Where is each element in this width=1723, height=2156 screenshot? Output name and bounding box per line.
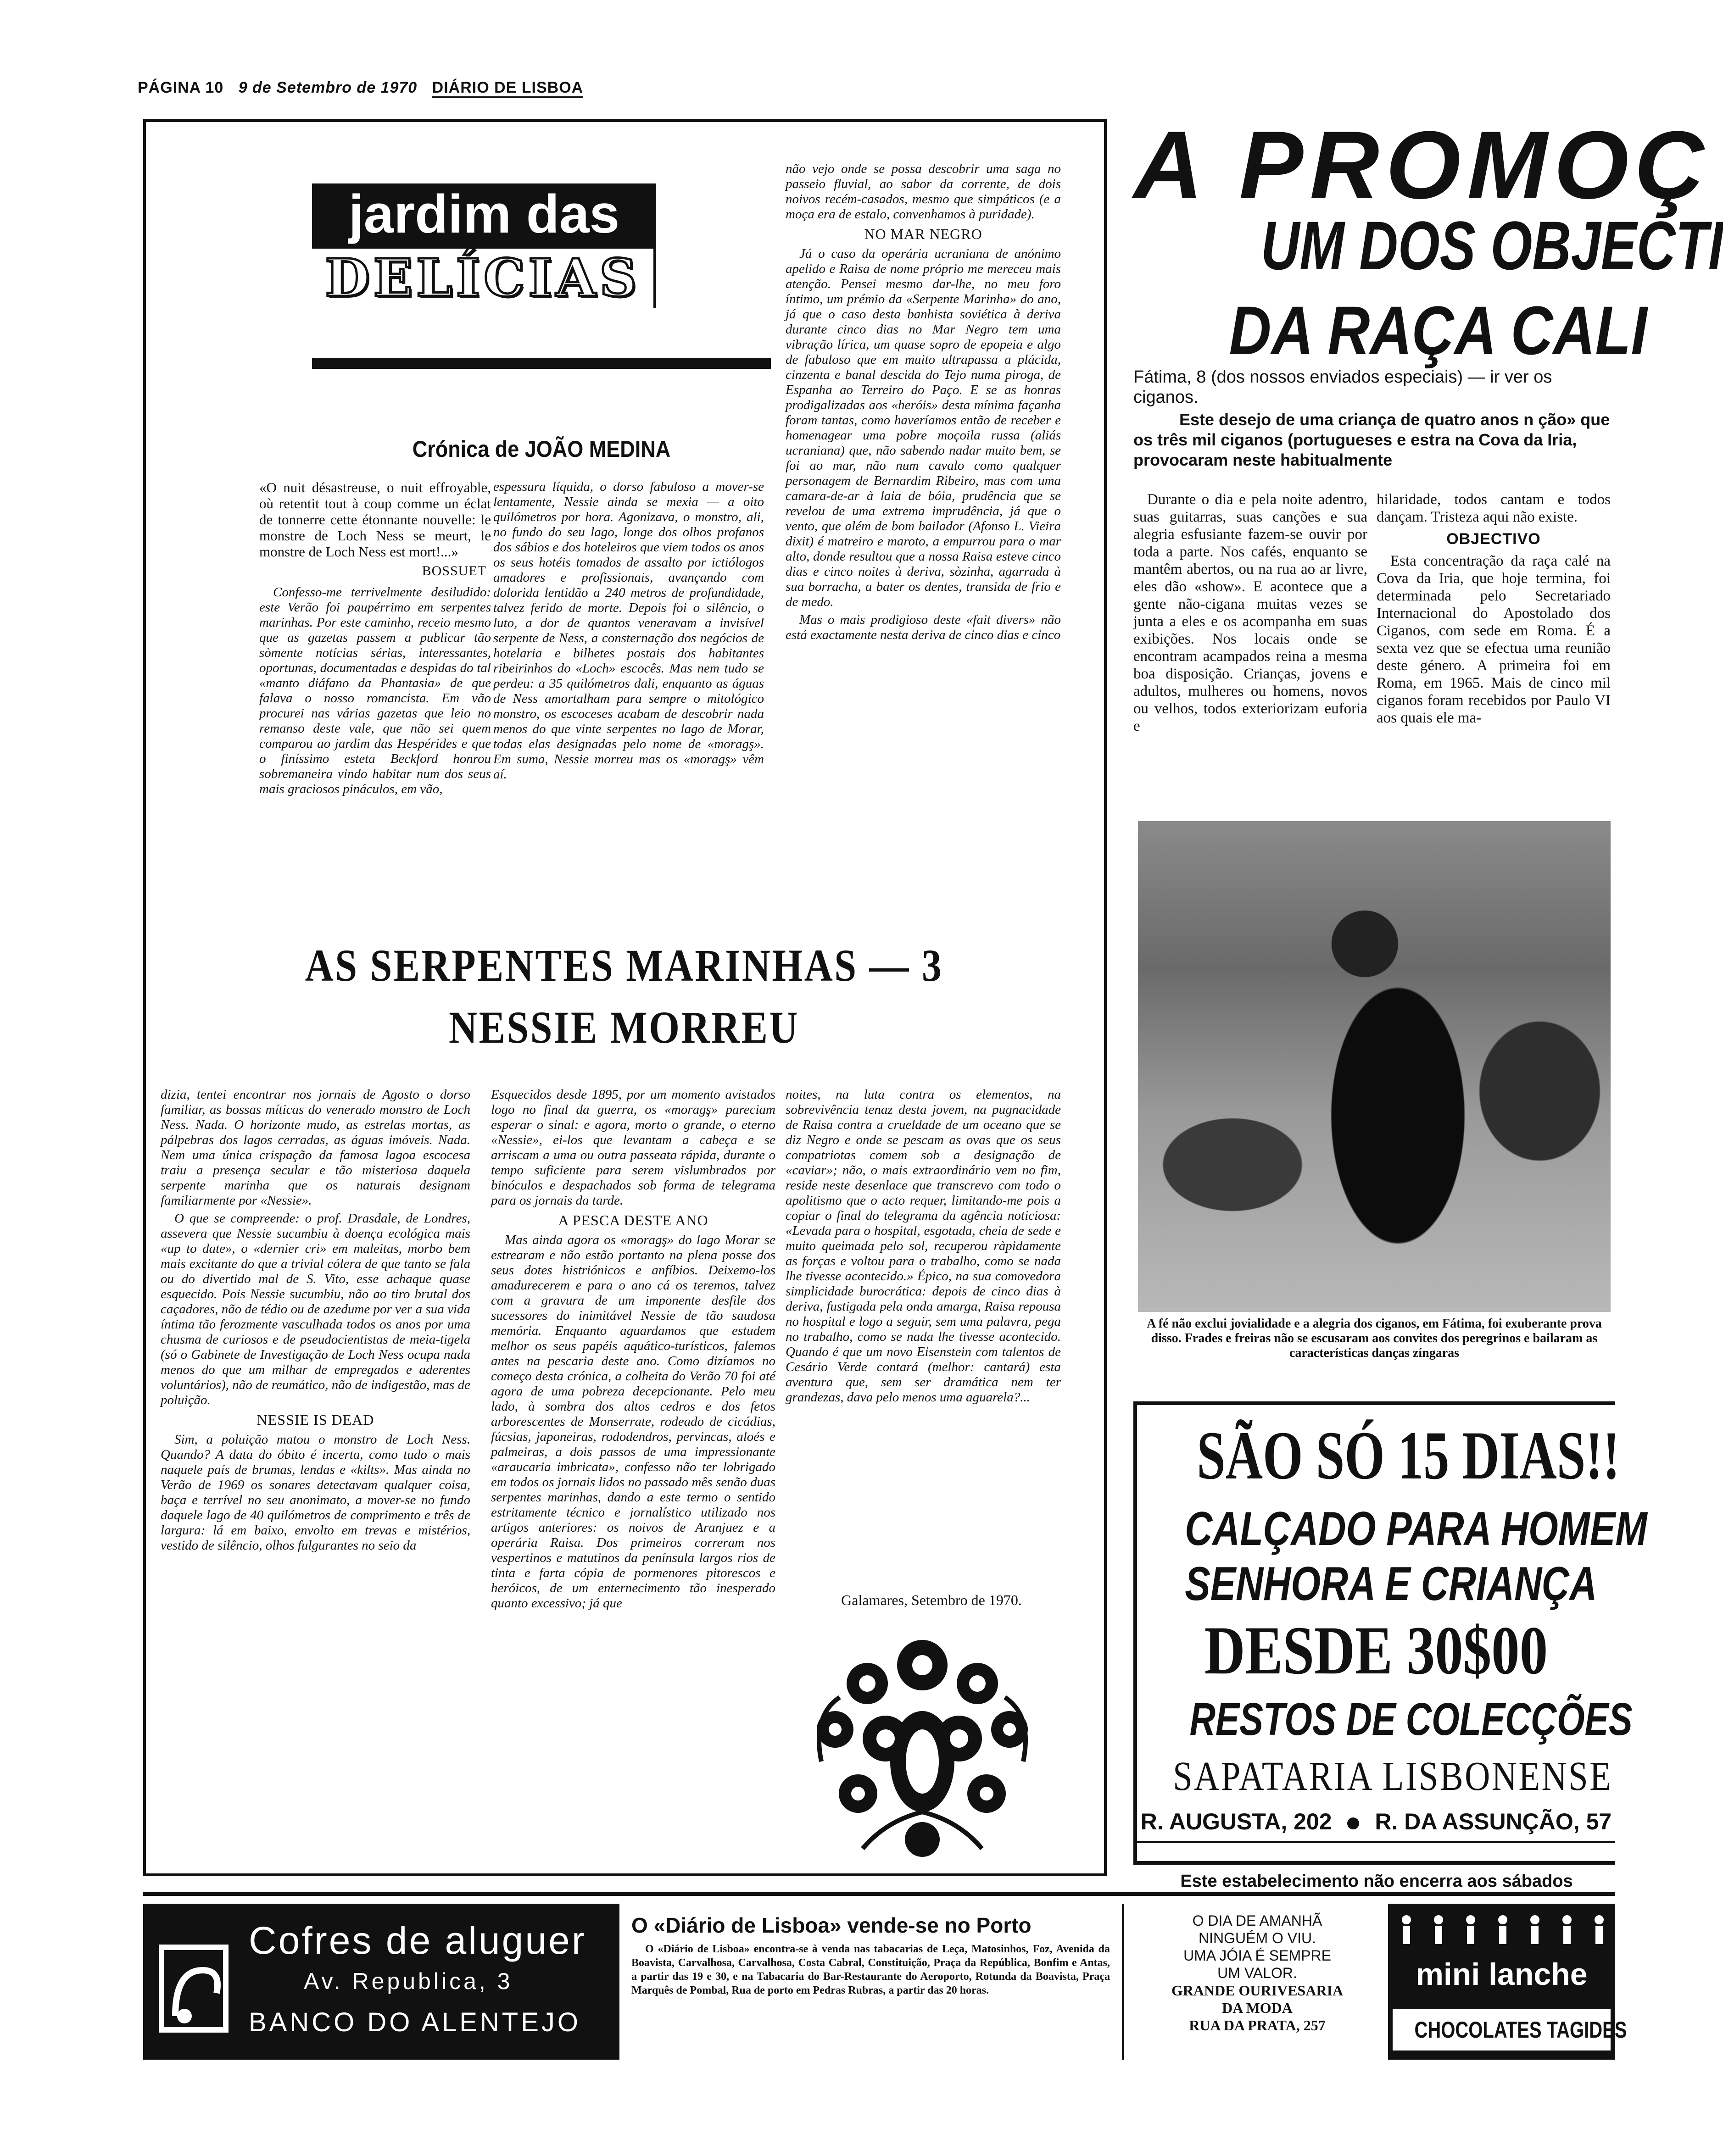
article-paragraph: Já o caso da operária ucraniana de anónimo apelido e Raisa de nome próprio me mereceu mais atenção. Pensei mesmo dar-lhe, no meu foro íntimo, um prémio da «Serpente Marinha» do ano, já que o caso desta banhista soviética à deriva durante cinco dias no Mar Negro tem uma vibração lírica, um quase sopro de epopeia e algo de fabuloso que em muito ultrapassa a plácida, cinzenta e banal descida do Tejo numa piroga, de Espanha ao Terreiro do Paço. E se as honras prodigalizadas aos «heróis» desta mínima façanha foram tantas, como haveríamos então de receber e homenagear uma pobre moçoila russa (aliás ucraniana) que, não sabendo nadar muito bem, se foi ao mar, não num cavalo como qualquer personagem de Bernardim Ribeiro, mas com uma camara-de-ar à laia de bóia, prudência que se revelou de uma extrema imprudência, já que o vento, que além de bom bailador (Afonso L. Vieira dixit) é matreiro e maroto, a empurrou para o mar alto, donde resultou que a nossa Raisa esteve cinco dias e cinco noites à deriva, sòzinha, agarrada à sua borracha, a bater os dentes, transida de frio e de medo. — [786, 246, 1061, 609]
page-number: PÁGINA 10 — [138, 79, 224, 96]
logo-top: jardim das — [312, 183, 656, 249]
jewel-line-1: O DIA DE AMANHÃ — [1192, 1912, 1322, 1929]
right-col-a — [1133, 491, 1367, 817]
ad-address-1: R. AUGUSTA, 202 — [1140, 1809, 1332, 1834]
logo-bottom: DELÍCIAS — [312, 249, 656, 308]
right-headline-2: UM DOS OBJECTI — [1260, 207, 1723, 284]
ad-line-8: Este estabelecimento não encerra aos sábados — [1180, 1872, 1573, 1891]
article-col-3 — [786, 161, 1061, 918]
jewel-line-2: NINGUÉM O VIU. — [1198, 1930, 1316, 1946]
jewel-line-7: RUA DA PRATA, 257 — [1189, 2017, 1326, 2034]
jewel-line-5: GRANDE OURIVESARIA — [1171, 1982, 1344, 1999]
right-headline-3: DA RAÇA CALI — [1229, 292, 1647, 369]
page-header — [138, 79, 642, 99]
newspaper-name: DIÁRIO DE LISBOA — [432, 79, 584, 98]
article-paragraph: Confesso-me terrivelmente desiludido: este Verão foi paupérrimo em serpentes marinhas. Por este caminho, receio mesmo que as gazetas passem a publicar tão sòmente notícias sérias, interessantes, oportunas, documentadas e despidas do tal «manto diáfano da Phantasia» de que falava o nosso romancista. Em vão procurei nas várias gazetas que leio no remanso deste vale, que não sei quem comparou ao jardim das Hespérides e que o finíssimo esteta Beckford honrou sobremaneira vindo habitar num dos seus mais graciosos pináculos, em vão, — [259, 585, 491, 796]
article-headline-1: AS SERPENTES MARINHAS — 3 — [305, 940, 943, 991]
right-lead: Este desejo de uma criança de quatro anos n ção» que os três mil ciganos (portugueses e estra na Cova da Iria, provocaram neste habitualmente — [1133, 410, 1610, 469]
snack-line-1: mini lanche — [1416, 1957, 1588, 1992]
right-headline-1: A PROMOÇ — [1133, 111, 1712, 219]
article-paragraph: Mas o mais prodigioso deste «fait divers» não está exactamente nesta deriva de cinco dias e cinco — [786, 612, 1061, 642]
article-paragraph: Esquecidos desde 1895, por um momento avistados logo no final da guerra, os «moragş» pareciam esperar o sinal: e agora, morto o grande, o eterno «Nessie», ei-los que levantam a cabeça e se arriscam a uma ou outra passeata rápida, durante o tempo suficiente para serem vislumbrados por binóculos e despachados sob forma de telegrama para os jornais da tarde. — [491, 1087, 775, 1208]
ad-line-4: DESDE 30$00 — [1204, 1612, 1548, 1689]
bank-line-3: BANCO DO ALENTEJO — [249, 2007, 581, 2037]
ad-line-1: SÃO SÓ 15 DIAS!! — [1197, 1417, 1620, 1494]
ad-line-2: CALÇADO PARA HOMEM — [1185, 1502, 1647, 1556]
subhead-objectivo: OBJECTIVO — [1446, 530, 1541, 548]
article-paragraph: O que se compreende: o prof. Drasdale, de Londres, assevera que Nessie sucumbiu à doença ecológica mais «up to date», o «dernier cri» em maleitas, morbo bem mais excitante do que a trivial cólera de que tanto se fala ou do divertido mal de S. Vito, esse achaque quase esquecido. Pois Nessie sucumbiu, não ao tiro brutal dos caçadores, não de tédio ou de azedume por ver a sua vida íntima tão ferozmente vasculhada todos os anos por uma chusma de curiosos e de pseudocientistas de meia-tigela (só o Gabinete de Investigação de Loch Ness ocupa nada menos do que um milhar de empregados e aderentes voluntários), não de reumático, não de indigestão, mas de poluição. — [161, 1211, 470, 1407]
ad-line-5: RESTOS DE COLECÇÕES — [1189, 1694, 1633, 1745]
gypsies-dancing-photo — [1138, 821, 1611, 1312]
article-paragraph: dizia, tentei encontrar nos jornais de Agosto o dorso familiar, as bossas míticas do venerado monstro de Loch Ness. Nada. O horizonte mudo, as estrelas mortas, as pálpebras dos lagos cerradas, as águas imóveis. Nada. Nem uma única crispação da famosa lagoa escocesa traiu a presença secular e tão misteriosa daquela serpente marinha que os naturais designam familiarmente por «Nessie». — [161, 1087, 470, 1208]
jewel-line-3: UMA JÓIA É SEMPRE — [1183, 1947, 1331, 1964]
jewellery-ad — [1138, 1908, 1377, 2055]
article-paragraph: espessura líquida, o dorso fabuloso a mover-se lentamente, Nessie ainda se mexia — a oito quilómetros por hora. Agonizava, o monstro, ali, no fundo do seu lago, longe dos olhos profanos dos sábios e dos hoteleiros que viem todos os anos os seus hotéis tomados de assalto por ictiólogos amadores e profissionais, avançando com dolorida lentidão a 240 metros de profundidade, talvez ferido de morte. Depois foi o silêncio, o luto, a dor de quantos veneravam a invisível serpente de Ness, a consternação dos negócios de hotelaria e bilhetes postais dos habitantes ribeirinhos do «Loch» escocês. Mas nem tudo se perdeu: a 35 quilómetros dali, enquanto as águas de Ness amortalham para sempre o mitológico monstro, os escoceses acabam de descobrir nada menos do que vinte serpentes no lago de Morar, todas elas designadas pelo nome de «moragş». Em suma, Nessie morreu mas os «moragş» vêm aí. — [493, 479, 764, 782]
article-paragraph: Sim, a poluição matou o monstro de Loch Ness. Quando? A data do óbito é incerta, como tudo o mais naquele país de brumas, lendas e «kilts». Mas ainda no Verão de 1969 os sonares detectavam qualquer coisa, baça e terrível no seu anonimato, a mover-se no fundo daquele lago de 40 quilómetros de comprimento e três de largura: lá em baixo, envolto em trevas e mistérios, vestido de silêncio, olhos fulgurantes no seio da — [161, 1432, 470, 1553]
bank-line-1: Cofres de aluguer — [249, 1919, 586, 1962]
ad-line-6: SAPATARIA LISBONENSE — [1173, 1754, 1613, 1799]
right-col-b — [1377, 491, 1611, 817]
bank-ad — [143, 1904, 618, 2060]
bullet-icon — [1347, 1817, 1359, 1829]
ad-address-2: R. DA ASSUNÇÃO, 57 — [1375, 1809, 1612, 1834]
column-logo — [312, 183, 656, 321]
logo-rule — [312, 358, 771, 369]
article-paragraph: não vejo onde se possa descobrir uma saga no passeio fluvial, ao sabor da corrente, de dois noivos recém-casados, mesmo que simpáticos (e a moça era de estalo, convenhamos à puridade). — [786, 161, 1061, 222]
ad-line-3: SENHORA E CRIANÇA — [1185, 1557, 1597, 1611]
bank-logo-icon — [157, 1943, 230, 2034]
article-col-4 — [161, 1087, 470, 1867]
figures-pattern-icon — [1393, 1908, 1611, 1954]
photo-caption: A fé não exclui jovialidade e a alegria dos ciganos, em Fátima, foi exuberante prova disso. Frades e freiras não se escusaram aos convites dos peregrinos e bailaram as características danças zíngaras — [1147, 1317, 1602, 1360]
shoe-store-ad — [1133, 1401, 1647, 1865]
epigraph-author: BOSSUET — [422, 563, 486, 578]
snack-line-2: CHOCOLATES TAGIDES — [1414, 2017, 1627, 2043]
subhead-no-mar-negro: NO MAR NEGRO — [864, 226, 982, 242]
right-dateline: Fátima, 8 (dos nossos enviados especiais) — ir ver os ciganos. — [1133, 367, 1552, 407]
jewel-line-4: UM VALOR. — [1217, 1965, 1297, 1981]
porto-title: O «Diário de Lisboa» vende-se no Porto — [631, 1913, 1032, 1937]
floral-ornament-icon — [794, 1624, 1051, 1862]
article-col-6 — [786, 1087, 1061, 1587]
article-paragraph: noites, na luta contra os elementos, na sobrevivência tenaz desta jovem, na pugnacidade de Raisa contra a crueldade de um oceano que se diz Negro e onde se pescam as ovas que os seus compatriotas comem sob a designação de «caviar»; não, o mais extraordinário vem no fim, reside neste desenlace que transcrevo com todo o apolitismo que o acto requer, limitando-me pois a copiar o final do telegrama da agência noticiosa: «Levada para o hospital, esgotada, cheia de sede e muito queimada pelo sol, recuperou ràpidamente as forças e voltou para o trabalho, como se nada lhe tivesse acontecido.» Épico, na sua comovedora simplicidade burocrática: depois de cinco dias à deriva, fustigada pela onda amarga, Raisa repousa no hospital e logo a seguir, sem uma palavra, pega no trabalho, como se nada lhe tivesse acontecido. Quando é que um novo Eisenstein com talentos de Cesário Verde contará (melhor: cantará) esta aventura que, sem ser dramática nem ter grandezas, dava pelo menos uma aguarela?... — [786, 1087, 1061, 1405]
article-paragraph: Esta concentração da raça calé na Cova da Iria, que hoje termina, foi determinada pelo Secretariado Internacional do Apostolado dos Ciganos, com sede em Roma. É a sexta vez que se efectua uma reunião deste género. A primeira foi em Roma, em 1965. Mais de cinco mil ciganos foram recebidos por Paulo VI aos quais ele ma- — [1377, 553, 1611, 726]
article-paragraph: Mas ainda agora os «moragş» do lago Morar se estrearam e não estão portanto na plena posse dos seus dotes histriónicos e anfíbios. Deixemo-los amadurecerem e para o ano cá os teremos, talvez com a gravura de um imponente desfile dos sucessores do inimitável Nessie de tão saudosa memória. Enquanto aguardamos que estudem melhor os seus papéis aquático-turísticos, falemos antes na pescaria deste ano. Como dizíamos no começo desta crónica, a colheita do Verão 70 foi até agora de uma pobreza decepcionante. Pelo meu lado, à sombra dos altos cedros e dos fetos arborescentes de Monserrate, rodeado de cicádias, fúcsias, japoneiras, rododendros, pervincas, aloés e palmeiras, a dois passos de uma impressionante «araucaria imbricata», confesso não ter lobrigado em todos os jornais lidos no passado mês senão duas serpentes marinhas, dando a este termo o sentido estritamente técnico e jornalístico utilizado nos artigos anteriores: os noivos de Aranjuez e a operária Raisa. Dos primeiros correram nos vespertinos e matutinos da península largos rios de tinta e farta cópia de pormenores pitorescos e heróicos, de um enternecimento tão inesperado quanto excessivo; já que — [491, 1233, 775, 1611]
article-col-1 — [259, 479, 491, 920]
article-signoff: Galamares, Setembro de 1970. — [841, 1592, 1022, 1608]
bottom-rule — [143, 1892, 1615, 1896]
porto-text: O «Diário de Lisboa» encontra-se à venda nas tabacarias de Leça, Matosinhos, Foz, Avenida da Boavista, Carvalhosa, Carvalhosa, Costa Cabral, Constituição, Praça da República, Bonfim e Antas, a partir das 19 e 30, e na Tabacaria do Bar-Restaurante do Aeroporto, Rotunda da Boavista, Praça Marquês de Pombal, Rua de porto em Pedras Rubras, a partir das 20 horas. — [631, 1943, 1110, 1996]
epigraph: «O nuit désastreuse, o nuit effroyable, où retentit tout à coup comme un éclat de tonnerre cette étonnante nouvelle: le monstre de Loch Ness se meurt, le monstre de Loch Ness est mort!...» — [259, 479, 491, 560]
article-col-5 — [491, 1087, 775, 1867]
bank-line-2: Av. Republica, 3 — [304, 1968, 513, 1994]
snack-ad — [1388, 1904, 1627, 2060]
article-paragraph: Durante o dia e pela noite adentro, suas guitarras, suas canções e sua alegria esfusiante fazem-se ouvir por toda a parte. Nos cafés, enquanto se mantêm abertos, ou na rua ao ar livre, eles dão «show». E acontece que a gente não-cigana muitas vezes se junta a eles e os acompanha em suas exibições. Nos locais onde se encontram acampados reina a mesma boa disposição. Crianças, jovens e adultos, mulheres ou homens, novos ou velhos, todos exteriorizam euforia e — [1133, 491, 1367, 734]
article-col-2 — [493, 479, 764, 920]
jewel-line-6: DA MODA — [1222, 2000, 1293, 2016]
ad-divider — [1137, 1841, 1615, 1843]
article-headline-2: NESSIE MORREU — [449, 1002, 799, 1053]
snack-line-2-box — [1393, 2009, 1627, 2050]
page-date: 9 de Setembro de 1970 — [238, 79, 418, 96]
column-byline: Crónica de JOÃO MEDINA — [412, 436, 671, 462]
ad-line-7 — [1137, 1809, 1615, 1834]
porto-notice — [617, 1904, 1124, 2060]
article-paragraph: hilaridade, todos cantam e todos dançam. Tristeza aqui não existe. — [1377, 491, 1611, 525]
subhead-nessie-is-dead: NESSIE IS DEAD — [256, 1411, 374, 1428]
subhead-a-pesca: A PESCA DESTE ANO — [558, 1212, 708, 1228]
